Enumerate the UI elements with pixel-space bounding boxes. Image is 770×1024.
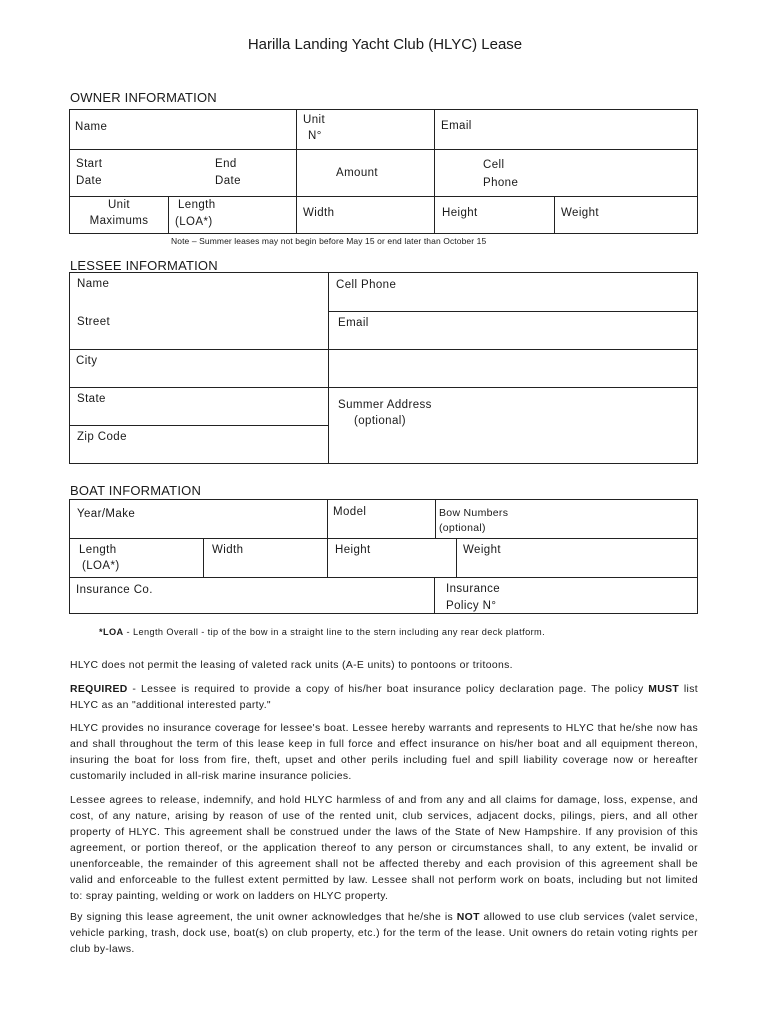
boat-height-label: Height [335, 544, 371, 556]
lessee-summer-optional-label: (optional) [354, 415, 406, 427]
boat-section-heading: BOAT INFORMATION [70, 483, 202, 498]
owner-email-label: Email [441, 120, 472, 132]
boat-width-label: Width [212, 544, 244, 556]
owner-dates-field[interactable] [69, 149, 297, 197]
lessee-email-field[interactable] [329, 312, 697, 349]
terms-pontoon-paragraph: HLYC does not permit the leasing of valeted rack units (A-E units) to pontoons or tritoons. [70, 660, 513, 671]
boat-bow-numbers-label: Bow Numbers [439, 507, 509, 519]
owner-cell-label: Cell [483, 159, 505, 171]
owner-amount-label: Amount [336, 167, 379, 179]
lessee-zip-label: Zip Code [77, 431, 127, 443]
terms-required-paragraph [70, 682, 698, 714]
owner-loa-label: (LOA*) [175, 216, 213, 228]
owner-height-label: Height [442, 207, 478, 219]
owner-unit-no-label: N° [308, 130, 322, 142]
signing-text-1: By signing this lease agreement, the unit owner acknowledges that he/she is [70, 912, 457, 923]
must-bold: MUST [648, 684, 680, 695]
owner-weight-label: Weight [561, 207, 599, 219]
boat-insurance-co-label: Insurance Co. [76, 584, 153, 596]
owner-cell-phone-field[interactable] [434, 149, 698, 197]
owner-length-label: Length [178, 199, 216, 211]
owner-section-heading: OWNER INFORMATION [70, 90, 217, 105]
owner-unit-max-label-1: Unit [107, 199, 131, 211]
required-text-2: list HLYC as an "additional interested party." [70, 684, 698, 711]
owner-email-field[interactable] [434, 109, 698, 150]
terms-signing-paragraph [70, 910, 698, 958]
owner-name-label: Name [75, 121, 108, 133]
lessee-section-heading: LESSEE INFORMATION [70, 258, 218, 273]
terms-insurance-paragraph: HLYC provides no insurance coverage for lessee's boat. Lessee hereby warrants and represents to HLYC that he/she now has and shall throughout the term of this lease keep in full force and effect insurance on his/her boat and all equipment thereon, insuring the boat for loss from fire, theft, upset and other perils including fuel and spill liability coverage now or hereafter customarily included in all-risk marine insurance policies. [70, 723, 698, 782]
boat-model-label: Model [333, 506, 367, 518]
owner-start-date-label: Date [76, 175, 102, 187]
loa-definition [99, 627, 545, 637]
lessee-state-field[interactable] [70, 388, 328, 425]
owner-end-date-label: Date [215, 175, 241, 187]
boat-loa-label: (LOA*) [82, 560, 120, 572]
required-text-1: - Lessee is required to provide a copy of his/her boat insurance policy declaration page. The policy [127, 684, 649, 695]
boat-insurance-label: Insurance [446, 583, 501, 595]
lessee-email-label: Email [338, 317, 369, 329]
loa-text: - Length Overall - tip of the bow in a straight line to the stern including any rear deck platform. [123, 627, 546, 637]
owner-start-label: Start [76, 158, 103, 170]
lessee-state-label: State [77, 393, 106, 405]
page-title: Harilla Landing Yacht Club (HLYC) Lease [247, 36, 523, 53]
owner-unit-label: Unit [303, 114, 326, 126]
owner-phone-label: Phone [483, 177, 519, 189]
lessee-street-label: Street [77, 316, 111, 328]
required-bold: REQUIRED [70, 684, 128, 695]
owner-lease-note: Note – Summer leases may not begin before May 15 or end later than October 15 [171, 236, 487, 246]
lessee-summer-address-label: Summer Address [338, 399, 432, 411]
boat-length-label: Length [79, 544, 117, 556]
lessee-name-label: Name [77, 278, 110, 290]
lessee-cell-phone-label: Cell Phone [336, 279, 397, 291]
not-bold: NOT [456, 912, 480, 923]
owner-end-label: End [215, 158, 237, 170]
boat-weight-label: Weight [463, 544, 501, 556]
lessee-city-label: City [76, 355, 98, 367]
owner-width-label: Width [303, 207, 335, 219]
terms-indemnify-paragraph: Lessee agrees to release, indemnify, and hold HLYC harmless of and from any and all claims for damage, loss, expense, and cost, of any nature, arising by reason of use of the rented unit, club services, adjacent docks, pilings, piers, and all other property of HLYC. This agreement shall be construed under the laws of the State of New Hampshire. If any provision of this agreement, or portion thereof, or the application thereof to any person or circumstances shall, to any extent, be invalid or unenforceable, the remainder of this agreement shall not be affected thereby and each provision of this agreement shall be valid and enforceable to the fullest extent permitted by law. Lessee shall not perform work on boats, including but not limited to: spray painting, welding or work on ladders on HLYC property. [70, 795, 698, 902]
boat-bow-optional-label: (optional) [439, 522, 486, 534]
owner-unit-max-label-2: Maximums [89, 215, 149, 227]
boat-policy-no-label: Policy N° [446, 600, 497, 612]
lessee-city-field[interactable] [70, 350, 697, 387]
signing-text-2: allowed to use club services (valet service, vehicle parking, trash, dock use, boat(s) on club property, etc.) for the term of the lease. Unit owners do retain voting rights per club by-laws. [70, 912, 698, 955]
boat-year-make-label: Year/Make [77, 508, 136, 520]
loa-bold: *LOA [99, 627, 124, 637]
